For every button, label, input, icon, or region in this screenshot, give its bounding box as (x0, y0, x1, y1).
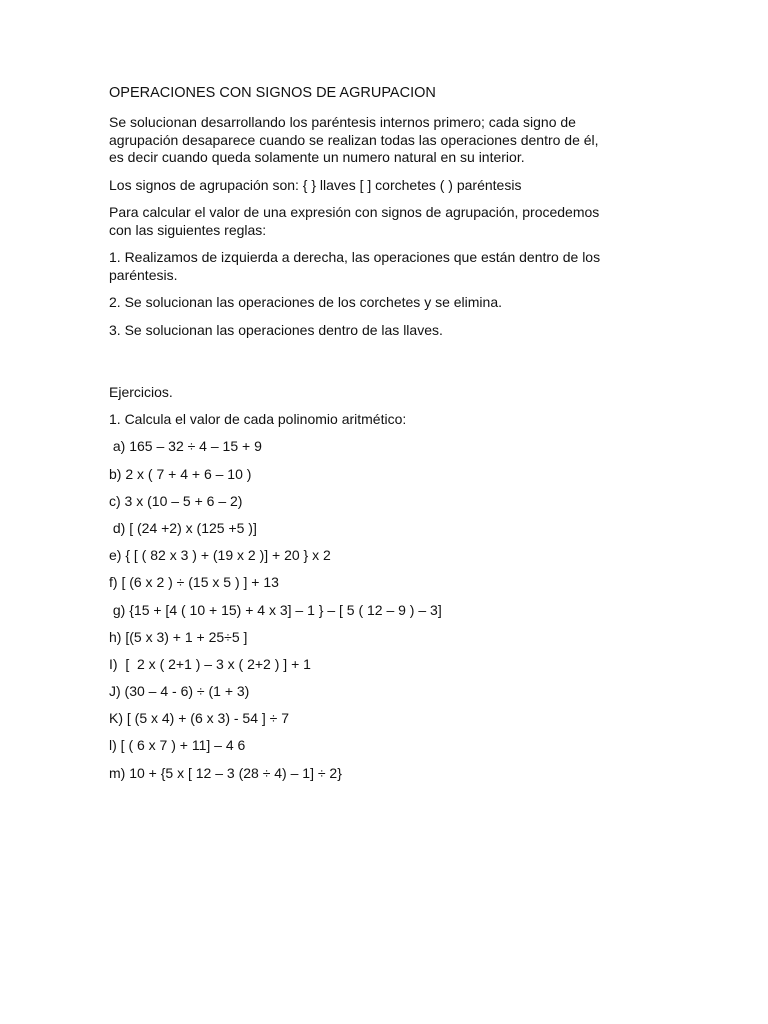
exercise-item: f) [ (6 x 2 ) ÷ (15 x 5 ) ] + 13 (109, 574, 279, 591)
exercise-item: c) 3 x (10 – 5 + 6 – 2) (109, 492, 243, 509)
rule-1-line: 1. Realizamos de izquierda a derecha, las operaciones que están dentro de los (109, 249, 601, 265)
exercise-item: e) { [ ( 82 x 3 ) + (19 x 2 )] + 20 } x 2 (109, 547, 331, 564)
intro-paragraph (109, 114, 669, 167)
exercise-list (109, 437, 669, 782)
document-title: OPERACIONES CON SIGNOS DE AGRUPACION (109, 85, 436, 101)
section-spacer (109, 349, 669, 383)
exercise-item: d) [ (24 +2) x (125 +5 )] (109, 519, 257, 536)
rule-2 (109, 294, 669, 312)
exercise-item: I) [ 2 x ( 2+1 ) – 3 x ( 2+2 ) ] + 1 (109, 655, 311, 672)
document-body (109, 84, 669, 791)
exercise-item: g) {15 + [4 ( 10 + 15) + 4 x 3] – 1 } – [ 5 ( 12 – 9 ) – 3] (109, 601, 442, 618)
exercise-instruction: 1. Calcula el valor de cada polinomio aritmético: (109, 411, 407, 428)
rule-3-line: 3. Se solucionan las operaciones dentro de las llaves. (109, 321, 443, 338)
intro-line: Se solucionan desarrollando los paréntesis internos primero; cada signo de (109, 114, 576, 130)
intro-line: agrupación desaparece cuando se realizan todas las operaciones dentro de él, (109, 131, 599, 148)
rules-intro-line: con las siguientes reglas: (109, 221, 267, 238)
rule-1 (109, 249, 669, 284)
exercise-item: J) (30 – 4 - 6) ÷ (1 + 3) (109, 683, 250, 700)
exercise-item: m) 10 + {5 x [ 12 – 3 (28 ÷ 4) – 1] ÷ 2} (109, 764, 342, 781)
exercise-item: b) 2 x ( 7 + 4 + 6 – 10 ) (109, 465, 252, 482)
rule-3 (109, 322, 669, 340)
signs-paragraph (109, 177, 669, 195)
exercise-item: a) 165 – 32 ÷ 4 – 15 + 9 (109, 438, 262, 455)
rule-1-line: paréntesis. (109, 266, 178, 283)
signs-line: Los signos de agrupación son: { } llaves [ ] corchetes ( ) paréntesis (109, 176, 522, 193)
rule-2-line: 2. Se solucionan las operaciones de los corchetes y se elimina. (109, 294, 502, 310)
exercise-item: l) [ ( 6 x 7 ) + 11] – 4 6 (109, 737, 246, 754)
exercises-heading: Ejercicios. (109, 384, 173, 400)
exercise-item: h) [(5 x 3) + 1 + 25÷5 ] (109, 628, 248, 645)
exercise-item: K) [ (5 x 4) + (6 x 3) - 54 ] ÷ 7 (109, 710, 290, 727)
intro-line: es decir cuando queda solamente un numero natural en su interior. (109, 149, 525, 165)
rules-intro-paragraph (109, 204, 669, 239)
rules-intro-line: Para calcular el valor de una expresión con signos de agrupación, procedemos (109, 204, 600, 220)
